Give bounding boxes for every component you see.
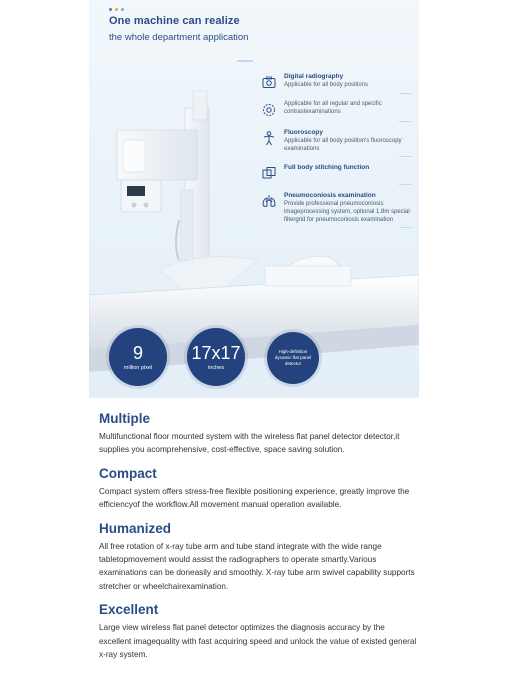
section-body: Multifunctional floor mounted system with the wireless flat panel detector detector,it supplies you acomprehensive, cost-effective, space saving solution. xyxy=(99,432,400,455)
badge-label: inches xyxy=(208,365,224,371)
section-title: Multiple xyxy=(99,411,150,426)
feature-item xyxy=(261,128,411,153)
section-humanized xyxy=(99,520,417,594)
badge-label: High-definition dynamic flat panel detector xyxy=(274,349,312,366)
section-body: Large view wireless flat panel detector optimizes the diagnosis accuracy by the excellent imagequality with fast acquiring speed and unlock the value of existed general x-ray system. xyxy=(99,623,417,660)
section-title: Compact xyxy=(99,465,157,481)
feature-text xyxy=(284,128,411,153)
dot-orange xyxy=(115,8,118,11)
feature-text xyxy=(284,72,368,90)
feature-text xyxy=(284,100,411,118)
body-figure-icon xyxy=(261,130,277,146)
section-multiple xyxy=(99,410,417,457)
dot-blue xyxy=(109,8,112,11)
feature-sections xyxy=(99,410,417,669)
feature-divider xyxy=(399,156,411,157)
dot-gray xyxy=(121,8,124,11)
camera-icon xyxy=(261,74,277,90)
section-compact xyxy=(99,465,417,512)
feature-divider xyxy=(399,227,411,228)
badge-detector xyxy=(267,332,319,384)
feature-item xyxy=(261,72,411,90)
badge-label: million pixel xyxy=(123,365,153,371)
feature-text xyxy=(284,191,411,224)
feature-divider xyxy=(399,93,411,94)
badge-resolution xyxy=(109,328,167,386)
section-body: Compact system offers stress-free flexible positioning experience, greatly improve the efficiencyof the workflow.All movement manual operation available. xyxy=(99,486,410,510)
feature-item xyxy=(261,191,411,224)
decorative-dots xyxy=(109,8,124,11)
feature-desc: Applicable for all body positions xyxy=(284,82,369,88)
badge-size xyxy=(187,328,245,386)
feature-item xyxy=(261,163,411,181)
hero-banner xyxy=(89,0,419,398)
stitch-frames-icon xyxy=(261,165,277,181)
section-title: Excellent xyxy=(99,602,159,618)
divider-dash xyxy=(237,60,253,62)
hero-title-line2: the whole department application xyxy=(109,32,249,43)
section-title: Humanized xyxy=(99,520,172,536)
section-excellent xyxy=(99,601,417,661)
contrast-dial-icon xyxy=(261,102,277,118)
feature-title: Digital radiography xyxy=(284,73,344,80)
feature-divider xyxy=(399,121,411,122)
feature-title: Fluoroscopy xyxy=(284,129,324,136)
hero-title-line1: One machine can realize xyxy=(109,15,240,27)
badge-value: 9 xyxy=(132,343,143,363)
feature-list xyxy=(261,72,411,234)
section-body: All free rotation of x-ray tube arm and tube stand integrate with the wide range tabletopmovement would assist the radiographers to operate smartly.Various examinations can be doneasily and smoothly. X-ray tube arm swivel capability supports stretcher or wheelchairexamination. xyxy=(99,541,415,591)
feature-desc: Provide professional pneumoconiosis imageprocessing system, optional 1.8m special filtergrid for pneumoconiosis examination xyxy=(284,201,410,223)
feature-text xyxy=(284,163,369,181)
feature-desc: Applicable for all regular and specific contrastexaminations xyxy=(284,101,382,115)
badge-value: 17x17 xyxy=(191,343,241,363)
feature-item xyxy=(261,100,411,118)
feature-title: Pneumoconiosis examination xyxy=(284,192,376,199)
feature-title: Full body stitching function xyxy=(284,164,370,171)
lungs-icon xyxy=(261,193,277,209)
feature-divider xyxy=(399,184,411,185)
hero-title xyxy=(109,15,248,43)
feature-desc: Applicable for all body position's fluoroscopy examinations xyxy=(284,138,402,152)
